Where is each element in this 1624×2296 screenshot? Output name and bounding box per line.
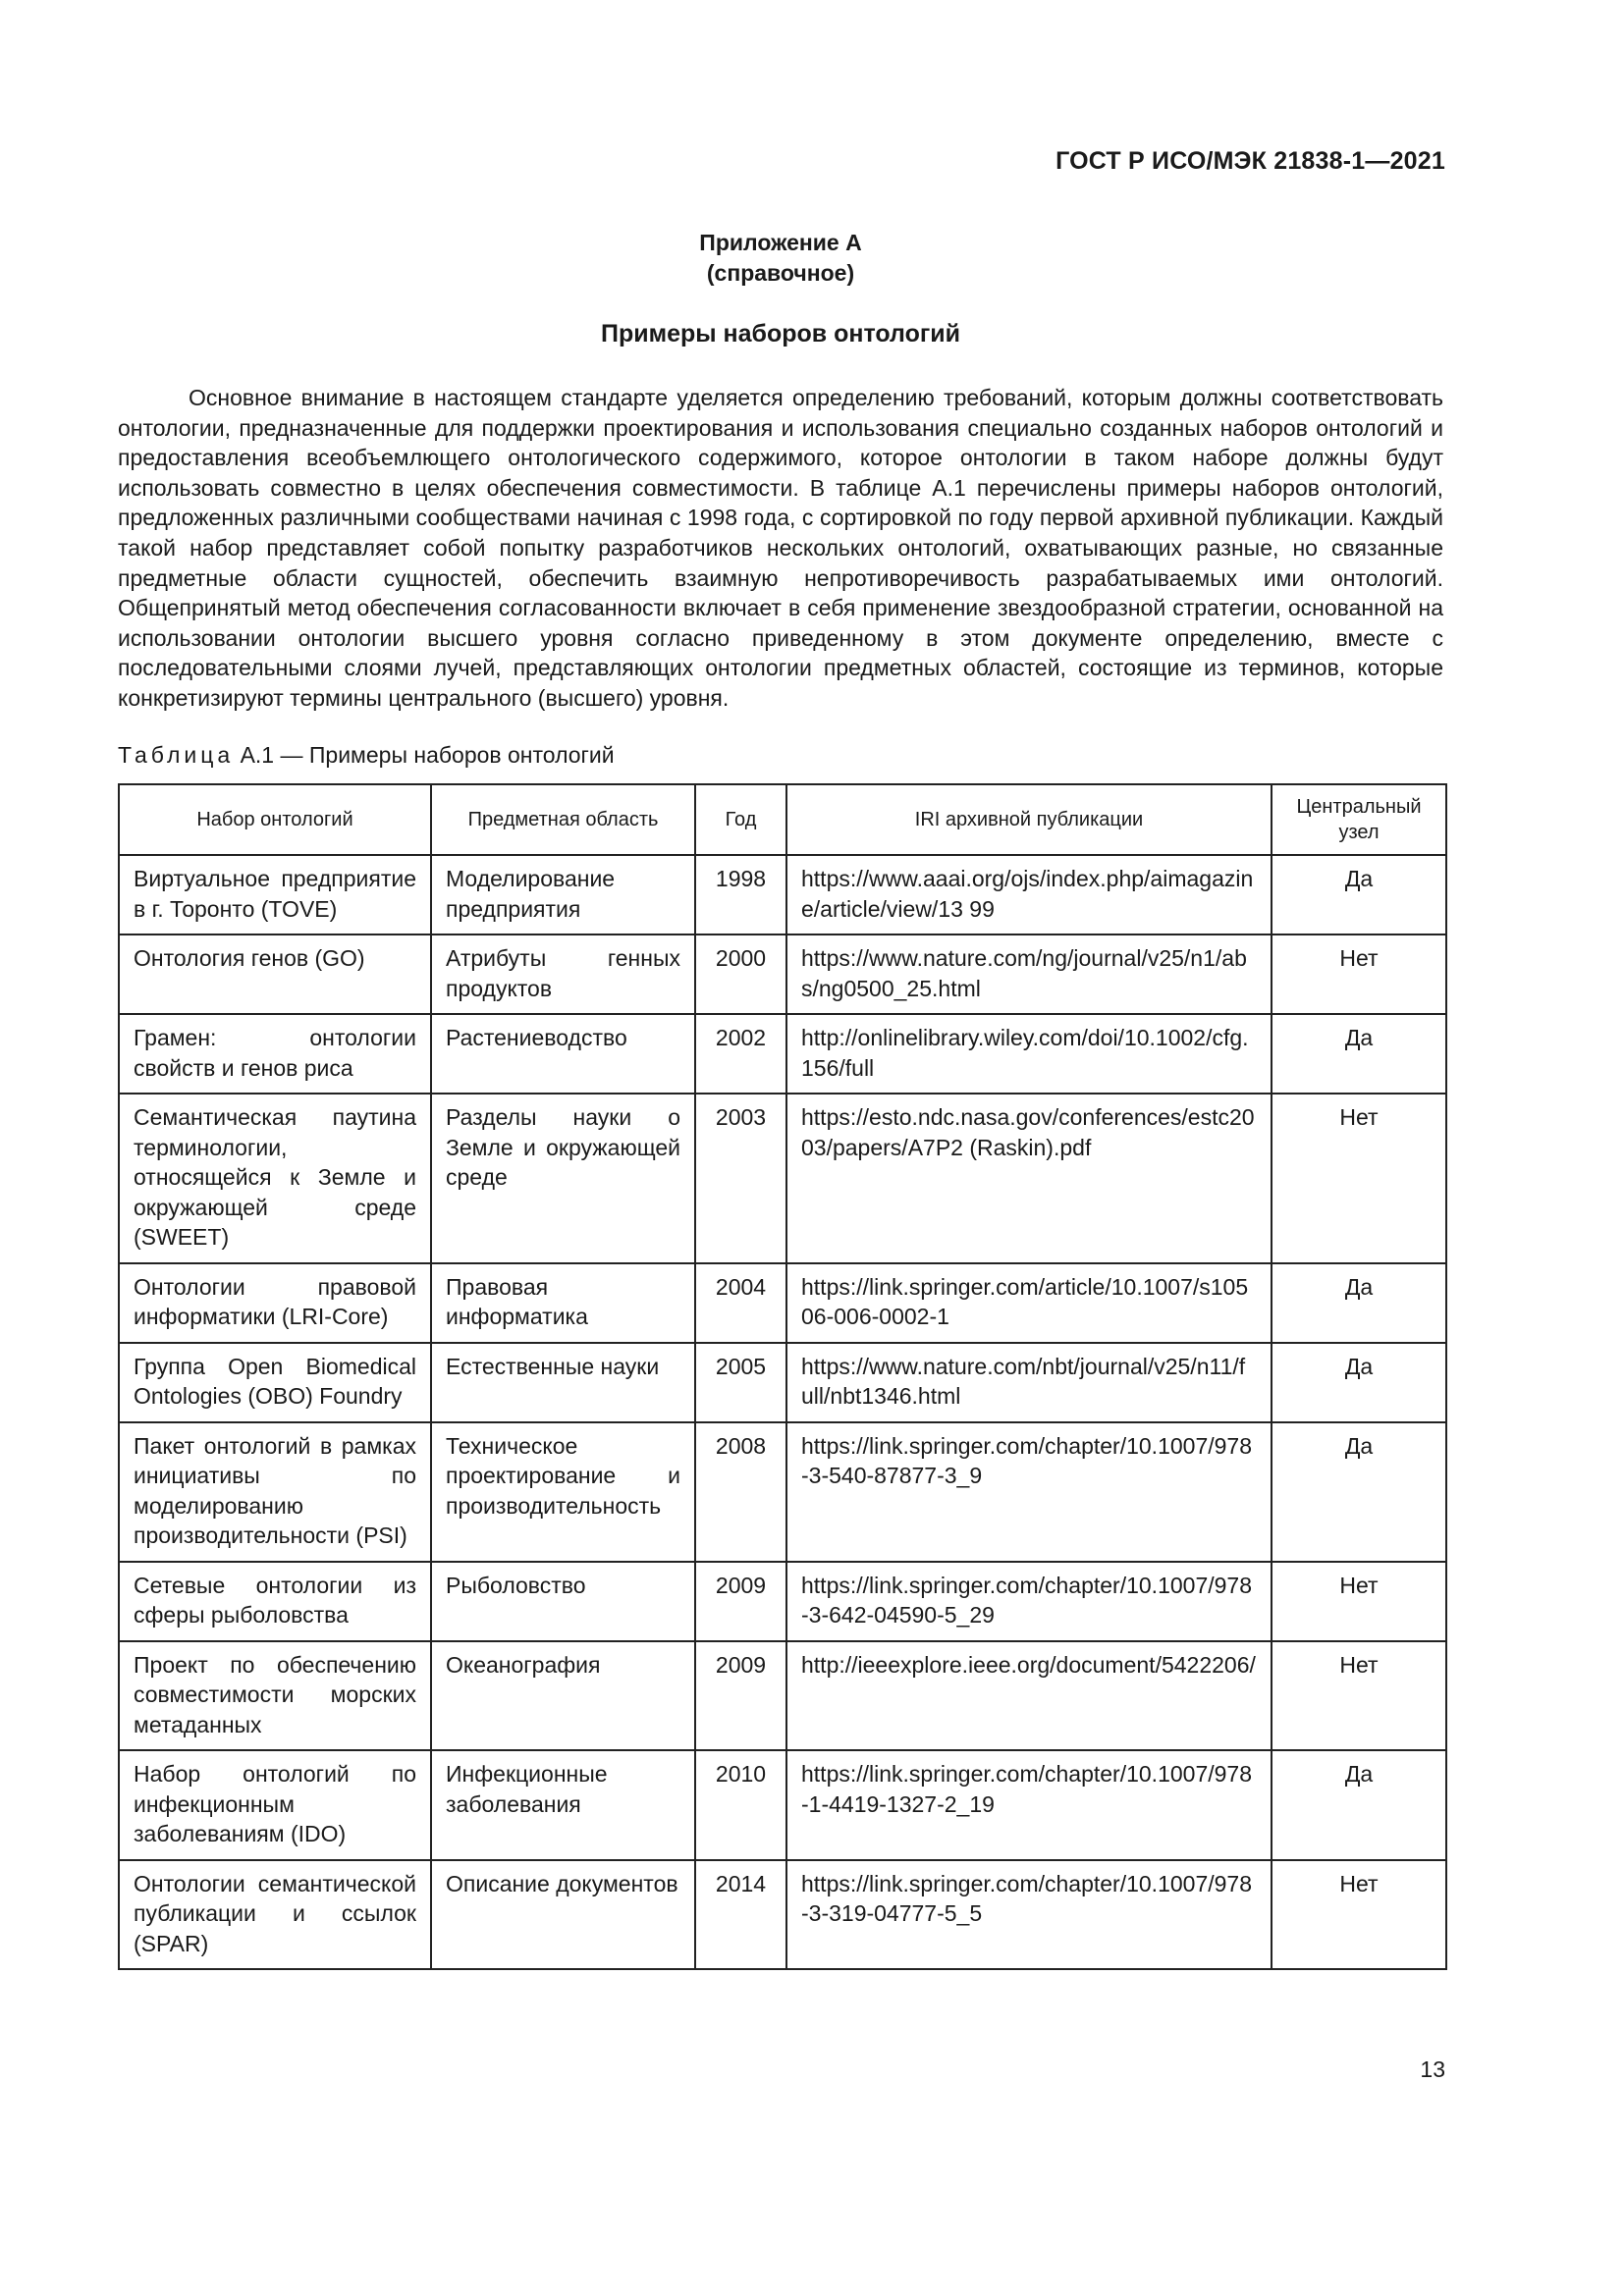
cell-iri: http://onlinelibrary.wiley.com/doi/10.1002/cfg.156/full: [786, 1014, 1272, 1094]
cell-area: Правовая информатика: [431, 1263, 695, 1343]
cell-year: 2003: [695, 1094, 786, 1263]
section-title: Примеры наборов онтологий: [600, 320, 961, 347]
annex-title: Приложение А: [699, 230, 862, 255]
cell-area: Моделирование предприятия: [431, 855, 695, 934]
cell-set: Виртуальное предприятие в г. Торонто (TOVE): [119, 855, 431, 934]
table-caption-text: А.1 — Примеры наборов онтологий: [240, 742, 615, 768]
header-iri: IRI архивной публикации: [786, 784, 1272, 855]
table-row: [119, 1422, 1446, 1562]
cell-set: Семантическая паутина терминологии, относящейся к Земле и окружающей среде (SWEET): [119, 1094, 431, 1263]
cell-central: Да: [1272, 1343, 1446, 1422]
cell-set: Набор онтологий по инфекционным заболеваниям (IDO): [119, 1750, 431, 1860]
ontology-sets-table: [118, 783, 1447, 1970]
table-row: [119, 1014, 1446, 1094]
table-row: [119, 1094, 1446, 1263]
cell-central: Да: [1272, 1014, 1446, 1094]
cell-central: Нет: [1272, 1860, 1446, 1970]
table-row: [119, 1343, 1446, 1422]
cell-area: Естественные науки: [431, 1343, 695, 1422]
cell-area: Растениеводство: [431, 1014, 695, 1094]
annex-subtitle: (справочное): [706, 260, 855, 286]
cell-year: 1998: [695, 855, 786, 934]
cell-set: Онтологии семантической публикации и ссылок (SPAR): [119, 1860, 431, 1970]
annex-heading: [0, 228, 1561, 289]
cell-area: Атрибуты генных продуктов: [431, 934, 695, 1014]
cell-year: 2014: [695, 1860, 786, 1970]
cell-iri: http://ieeexplore.ieee.org/document/5422206/: [786, 1641, 1272, 1751]
cell-central: Нет: [1272, 1641, 1446, 1751]
cell-iri: https://www.aaai.org/ojs/index.php/aimagazine/article/view/13 99: [786, 855, 1272, 934]
cell-set: Пакет онтологий в рамках инициативы по моделированию производительности (PSI): [119, 1422, 431, 1562]
cell-set: Группа Open Biomedical Ontologies (OBO) Foundry: [119, 1343, 431, 1422]
cell-area: Инфекционные заболевания: [431, 1750, 695, 1860]
cell-set: Грамен: онтологии свойств и генов риса: [119, 1014, 431, 1094]
cell-area: Описание документов: [431, 1860, 695, 1970]
cell-central: Да: [1272, 855, 1446, 934]
cell-set: Проект по обеспечению совместимости морских метаданных: [119, 1641, 431, 1751]
cell-year: 2004: [695, 1263, 786, 1343]
document-id: ГОСТ Р ИСО/МЭК 21838-1—2021: [1056, 147, 1445, 175]
cell-central: Нет: [1272, 1094, 1446, 1263]
table-row: [119, 1562, 1446, 1641]
cell-central: Да: [1272, 1750, 1446, 1860]
table-caption-label: Таблица: [118, 742, 235, 768]
cell-central: Да: [1272, 1263, 1446, 1343]
table-row: [119, 1641, 1446, 1751]
cell-year: 2008: [695, 1422, 786, 1562]
cell-iri: https://link.springer.com/article/10.1007/s10506-006-0002-1: [786, 1263, 1272, 1343]
header-set: Набор онтологий: [119, 784, 431, 855]
cell-iri: https://www.nature.com/nbt/journal/v25/n11/full/nbt1346.html: [786, 1343, 1272, 1422]
cell-iri: https://link.springer.com/chapter/10.1007/978-3-540-87877-3_9: [786, 1422, 1272, 1562]
table-row: [119, 1263, 1446, 1343]
cell-year: 2005: [695, 1343, 786, 1422]
cell-iri: https://www.nature.com/ng/journal/v25/n1/abs/ng0500_25.html: [786, 934, 1272, 1014]
cell-year: 2010: [695, 1750, 786, 1860]
cell-year: 2009: [695, 1641, 786, 1751]
cell-set: Сетевые онтологии из сферы рыболовства: [119, 1562, 431, 1641]
header-central: Центральный узел: [1272, 784, 1446, 855]
cell-iri: https://link.springer.com/chapter/10.1007/978-1-4419-1327-2_19: [786, 1750, 1272, 1860]
cell-central: Нет: [1272, 934, 1446, 1014]
cell-set: Онтологии правовой информатики (LRI-Core): [119, 1263, 431, 1343]
table-row: [119, 1860, 1446, 1970]
cell-year: 2009: [695, 1562, 786, 1641]
table-row: [119, 855, 1446, 934]
table-row: [119, 934, 1446, 1014]
page-number: 13: [1420, 2056, 1445, 2082]
cell-iri: https://esto.ndc.nasa.gov/conferences/estc2003/papers/A7P2 (Raskin).pdf: [786, 1094, 1272, 1263]
cell-central: Нет: [1272, 1562, 1446, 1641]
cell-central: Да: [1272, 1422, 1446, 1562]
cell-iri: https://link.springer.com/chapter/10.1007/978-3-319-04777-5_5: [786, 1860, 1272, 1970]
table-caption: [118, 742, 615, 769]
cell-set: Онтология генов (GO): [119, 934, 431, 1014]
header-year: Год: [695, 784, 786, 855]
table-row: [119, 1750, 1446, 1860]
table-header-row: [119, 784, 1446, 855]
cell-iri: https://link.springer.com/chapter/10.1007/978-3-642-04590-5_29: [786, 1562, 1272, 1641]
header-area: Предметная область: [431, 784, 695, 855]
cell-area: Разделы науки о Земле и окружающей среде: [431, 1094, 695, 1263]
cell-year: 2000: [695, 934, 786, 1014]
cell-year: 2002: [695, 1014, 786, 1094]
cell-area: Техническое проектирование и производительность: [431, 1422, 695, 1562]
cell-area: Океанография: [431, 1641, 695, 1751]
table-body: [119, 855, 1446, 1969]
body-paragraph: Основное внимание в настоящем стандарте уделяется определению требований, которым должны соответствовать онтологии, предназначенные для поддержки проектирования и использования специально созданных наборов онтологий и предоставления всеобъемлющего онтологического содержимого, которое онтологии в таком наборе должны будут использовать совместно в целях обеспечения совместимости. В таблице А.1 перечислены примеры наборов онтологий, предложенных различными сообществами начиная с 1998 года, с сортировкой по году первой архивной публикации. Каждый такой набор представляет собой попытку разработчиков нескольких онтологий, охватывающих разные, но связанные предметные области сущностей, обеспечить взаимную непротиворечивость разрабатываемых ими онтологий. Общепринятый метод обеспечения согласованности включает в себя применение звездообразной стратегии, основанной на использовании онтологии высшего уровня согласно приведенному в этом документе определению, вместе с последовательными слоями лучей, представляющих онтологии предметных областей, состоящие из терминов, которые конкретизируют термины центрального (высшего) уровня.: [118, 385, 1443, 711]
cell-area: Рыболовство: [431, 1562, 695, 1641]
